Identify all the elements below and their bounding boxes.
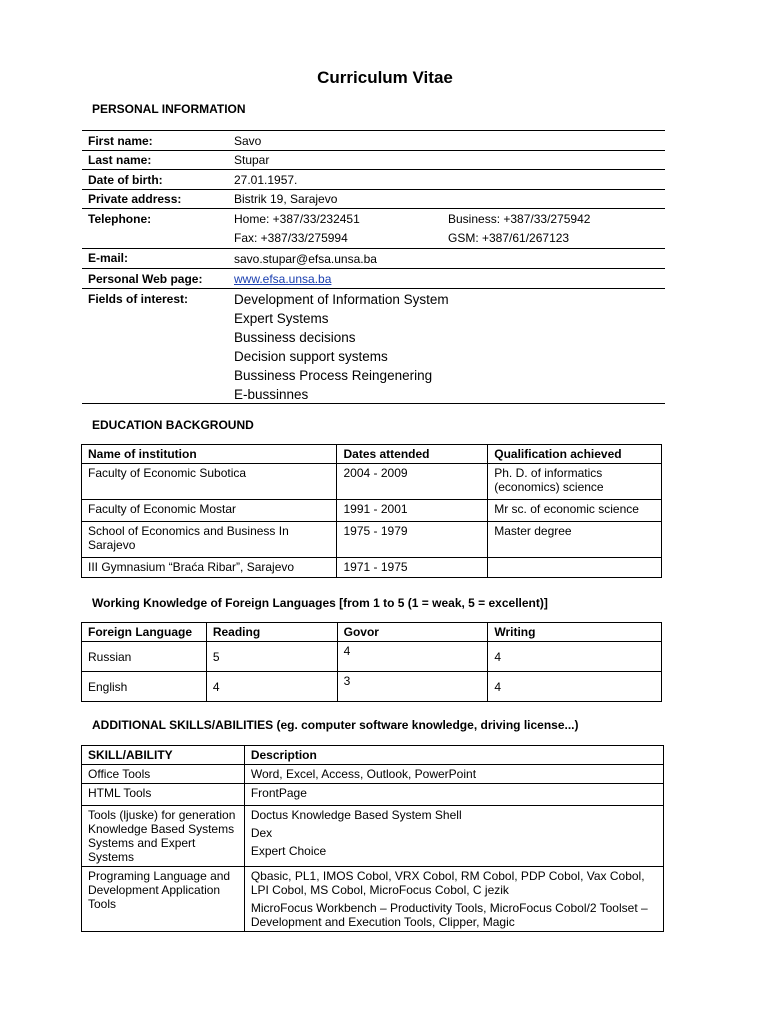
table-row (82, 464, 662, 500)
table-row (82, 867, 664, 932)
skill-cell: Tools (ljuske) for generation Knowledge Based Systems Systems and Expert Systems (82, 806, 245, 867)
languages-heading: Working Knowledge of Foreign Languages [from 1 to 5 (1 = weak, 5 = excellent)] (92, 596, 548, 610)
divider (82, 169, 665, 170)
web-label: Personal Web page: (88, 272, 203, 286)
description-line: Dex (250, 826, 273, 840)
column-header: Name of institution (82, 445, 337, 464)
column-header: Dates attended (337, 445, 488, 464)
qualification-cell: Ph. D. of informatics (economics) science (488, 464, 662, 500)
language-cell: English (82, 672, 207, 702)
address-label: Private address: (88, 192, 182, 206)
interest-item: Decision support systems (234, 349, 388, 364)
description-line: Qbasic, PL1, IMOS Cobol, VRX Cobol, RM Cobol, PDP Cobol, Vax Cobol, LPI Cobol, MS Cobol, MicroFocus Cobol, C jezik (250, 869, 645, 897)
column-header: SKILL/ABILITY (82, 746, 245, 765)
languages-table (81, 622, 662, 702)
first-name-label: First name: (88, 134, 153, 148)
last-name-value: Stupar (234, 153, 270, 167)
skills-table (81, 745, 664, 932)
dates-cell: 2004 - 2009 (337, 464, 488, 500)
column-header: Writing (488, 623, 662, 642)
divider (82, 248, 665, 249)
description-line: MicroFocus Workbench – Productivity Tools, MicroFocus Cobol/2 Toolset – Development and Execution Tools, Clipper, Magic (250, 901, 648, 929)
table-row (82, 500, 662, 522)
dates-cell: 1971 - 1975 (337, 558, 488, 578)
reading-cell: 4 (206, 672, 337, 702)
column-header: Qualification achieved (488, 445, 662, 464)
business-phone: Business: +387/33/275942 (448, 212, 591, 226)
telephone-label: Telephone: (88, 212, 152, 226)
skill-cell: Programing Language and Development Application Tools (82, 867, 245, 932)
interest-item: E-bussinnes (234, 387, 309, 402)
table-row (82, 522, 662, 558)
institution-cell: Faculty of Economic Subotica (82, 464, 337, 500)
qualification-cell: Master degree (488, 522, 662, 558)
institution-cell: III Gymnasium “Braća Ribar”, Sarajevo (82, 558, 337, 578)
interests-label: Fields of interest: (88, 292, 189, 306)
table-header-row (82, 623, 662, 642)
table-header-row (82, 445, 662, 464)
table-header-row (82, 746, 664, 765)
table-row (82, 806, 664, 867)
column-header: Foreign Language (82, 623, 207, 642)
education-table (81, 444, 662, 578)
table-row (82, 765, 664, 784)
table-row (82, 558, 662, 578)
email-value: savo.stupar@efsa.unsa.ba (234, 252, 377, 266)
table-row (82, 784, 664, 806)
address-value: Bistrik 19, Sarajevo (234, 192, 338, 206)
skills-heading: ADDITIONAL SKILLS/ABILITIES (eg. computer software knowledge, driving license...) (92, 718, 579, 732)
column-header: Reading (206, 623, 337, 642)
interest-item: Bussiness Process Reingenering (234, 368, 433, 383)
dob-label: Date of birth: (88, 173, 163, 187)
divider (82, 189, 665, 190)
personal-heading: PERSONAL INFORMATION (92, 102, 246, 116)
govor-cell: 4 (337, 642, 488, 672)
last-name-label: Last name: (88, 153, 152, 167)
table-row (82, 642, 662, 672)
skill-cell: Office Tools (82, 765, 245, 784)
institution-cell: Faculty of Economic Mostar (82, 500, 337, 522)
column-header: Description (244, 746, 663, 765)
description-cell: FrontPage (244, 784, 663, 806)
gsm-number: GSM: +387/61/267123 (448, 231, 570, 245)
skill-cell: HTML Tools (82, 784, 245, 806)
writing-cell: 4 (488, 642, 662, 672)
first-name-value: Savo (234, 134, 262, 148)
qualification-cell (488, 558, 662, 578)
govor-cell: 3 (337, 672, 488, 702)
table-row (82, 672, 662, 702)
dates-cell: 1975 - 1979 (337, 522, 488, 558)
page-title: Curriculum Vitae (317, 68, 453, 87)
divider (82, 403, 665, 404)
column-header: Govor (337, 623, 488, 642)
description-cell: Word, Excel, Access, Outlook, PowerPoint (244, 765, 663, 784)
fax-number: Fax: +387/33/275994 (234, 231, 348, 245)
qualification-cell: Mr sc. of economic science (488, 500, 662, 522)
divider (82, 288, 665, 289)
education-heading: EDUCATION BACKGROUND (92, 418, 254, 432)
description-line: Expert Choice (250, 844, 327, 858)
writing-cell: 4 (488, 672, 662, 702)
dob-value: 27.01.1957. (234, 173, 298, 187)
description-line: Doctus Knowledge Based System Shell (250, 808, 462, 822)
interest-item: Expert Systems (234, 311, 329, 326)
institution-cell: School of Economics and Business In Sarajevo (82, 522, 337, 558)
divider (82, 208, 665, 209)
interest-item: Development of Information System (234, 292, 449, 307)
divider (82, 150, 665, 151)
description-cell (244, 867, 663, 932)
language-cell: Russian (82, 642, 207, 672)
email-label: E-mail: (88, 251, 129, 265)
divider (82, 268, 665, 269)
home-phone: Home: +387/33/232451 (234, 212, 360, 226)
divider (82, 130, 665, 131)
web-link[interactable]: www.efsa.unsa.ba (234, 272, 332, 286)
interest-item: Bussiness decisions (234, 330, 356, 345)
reading-cell: 5 (206, 642, 337, 672)
description-cell (244, 806, 663, 867)
dates-cell: 1991 - 2001 (337, 500, 488, 522)
